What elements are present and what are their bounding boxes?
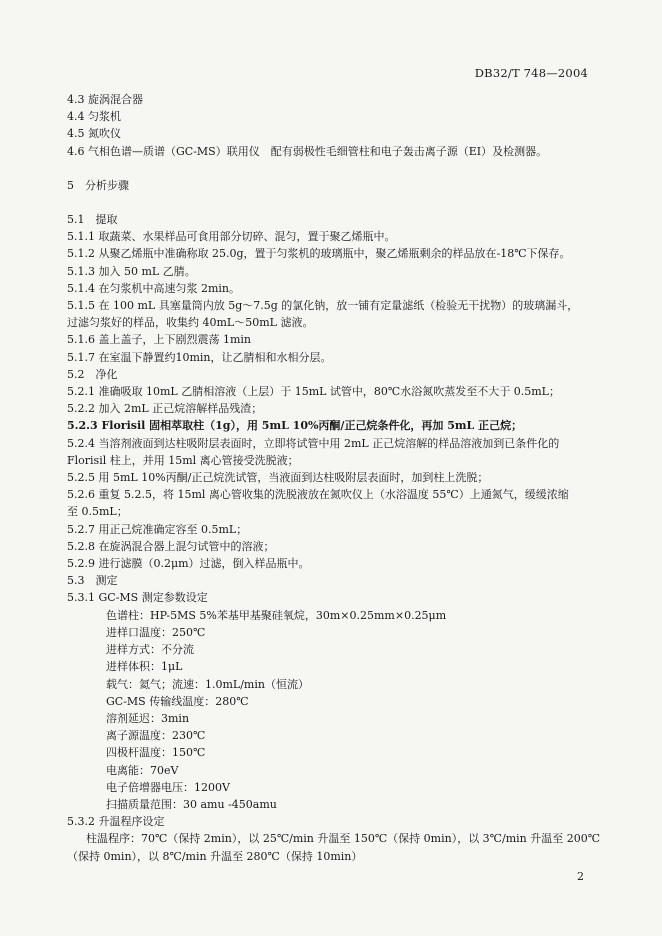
text-line: Florisil 柱上，并用 15ml 离心管接受洗脱液； — [67, 453, 299, 467]
text-line: 5.1.7 在室温下静置约10min，让乙腈相和水相分层。 — [67, 350, 332, 364]
page-number: 2 — [577, 870, 584, 883]
text-line: 5.2.2 加入 2mL 正己烷溶解样品残渣； — [67, 402, 263, 416]
parameter-line: 电子倍增器电压：1200V — [106, 780, 230, 794]
parameter-line: 扫描质量范围：30 amu -450amu — [106, 797, 277, 811]
parameter-line: 进样体积：1μL — [106, 660, 183, 674]
text-line: 5.2.9 进行滤膜（0.2μm）过滤，倒入样品瓶中。 — [67, 557, 310, 571]
parameter-line: 溶剂延迟：3min — [106, 711, 190, 725]
parameter-line: 进样方式：不分流 — [106, 643, 194, 657]
parameter-line: GC-MS 传输线温度：280℃ — [106, 694, 249, 708]
spacer — [67, 160, 607, 177]
text-line: 5.2.8 在旋涡混合器上混匀试管中的溶液； — [67, 539, 275, 553]
text-line: 5.2.5 用 5mL 10%丙酮/正己烷洗试管，当液面到达柱吸附层表面时，加到柱上洗脱； — [67, 471, 489, 485]
text-line: 4.5 氮吹仪 — [67, 127, 121, 141]
text-line: （保持 0min），以 8℃/min 升温至 280℃（保持 10min） — [67, 849, 363, 863]
text-line: 5 分析步骤 — [67, 178, 129, 192]
parameter-line: 色谱柱：HP-5MS 5%苯基甲基聚硅氧烷，30m×0.25mm×0.25μm — [106, 608, 447, 622]
text-line: 5.3.2 升温程序设定 — [67, 815, 165, 829]
text-line: 5.1.4 在匀浆机中高速匀浆 2min。 — [67, 281, 241, 295]
text-line: 5.1.1 取蔬菜、水果样品可食用部分切碎、混匀，置于聚乙烯瓶中。 — [67, 230, 396, 244]
text-line: 5.2.6 重复 5.2.5，将 15ml 离心管收集的洗脱液放在氮吹仪上（水浴温度 55℃）上通氮气，缓缓浓缩 — [67, 488, 569, 502]
text-line: 5.1.2 从聚乙烯瓶中准确称取 25.0g，置于匀浆机的玻璃瓶中，聚乙烯瓶剩余的样品放在-18℃下保存。 — [67, 247, 571, 261]
text-line: 5.3 测定 — [67, 574, 118, 588]
text-line: 5.2 净化 — [67, 367, 118, 381]
text-line: 5.1.3 加入 50 mL 乙腈。 — [67, 264, 196, 278]
text-line: 5.1.5 在 100 mL 具塞量筒内放 5g～7.5g 的氯化钠，放一铺有定量滤纸（检验无干扰物）的玻璃漏斗， — [67, 299, 579, 313]
document-body — [67, 91, 607, 865]
document-code: DB32/T 748—2004 — [474, 66, 588, 80]
parameter-line: 载气：氦气；流速：1.0mL/min（恒流） — [106, 677, 309, 691]
text-line: 5.1.6 盖上盖子，上下剧烈震荡 1min — [67, 333, 252, 347]
parameter-line: 离子源温度：230℃ — [106, 729, 206, 743]
parameter-line: 四极杆温度：150℃ — [106, 746, 206, 760]
parameter-line: 电离能：70eV — [106, 763, 179, 777]
text-line: 5.2.4 当溶剂液面到达柱吸附层表面时，立即将试管中用 2mL 正己烷溶解的样品溶液加到已条件化的 — [67, 436, 560, 450]
text-line: 4.4 匀浆机 — [67, 110, 121, 124]
text-line: 5.2.3 Florisil 固相萃取柱（1g），用 5mL 10%丙酮/正己烷条件化，再加 5mL 正己烷； — [67, 419, 523, 433]
text-line: 5.3.1 GC-MS 测定参数设定 — [67, 591, 208, 605]
text-line: 4.3 旋涡混合器 — [67, 93, 143, 106]
text-line: 5.2.1 准确吸取 10mL 乙腈相溶液（上层）于 15mL 试管中，80℃水浴氮吹蒸发至不大于 0.5mL； — [67, 385, 560, 399]
parameter-line: 进样口温度：250℃ — [106, 625, 206, 639]
text-line: 5.1 提取 — [67, 213, 118, 227]
spacer — [67, 194, 607, 211]
text-line: 柱温程序：70℃（保持 2min），以 25℃/min 升温至 150℃（保持 0min），以 3℃/min 升温至 200℃ — [86, 832, 601, 846]
text-line: 过滤匀浆好的样品，收集约 40mL～50mL 滤液。 — [67, 316, 314, 330]
text-line: 至 0.5mL； — [67, 505, 128, 519]
text-line: 5.2.7 用正己烷准确定容至 0.5mL； — [67, 522, 248, 536]
text-line: 4.6 气相色谱—质谱（GC-MS）联用仪 配有弱极性毛细管柱和电子轰击离子源（EI）及检测器。 — [67, 144, 548, 158]
